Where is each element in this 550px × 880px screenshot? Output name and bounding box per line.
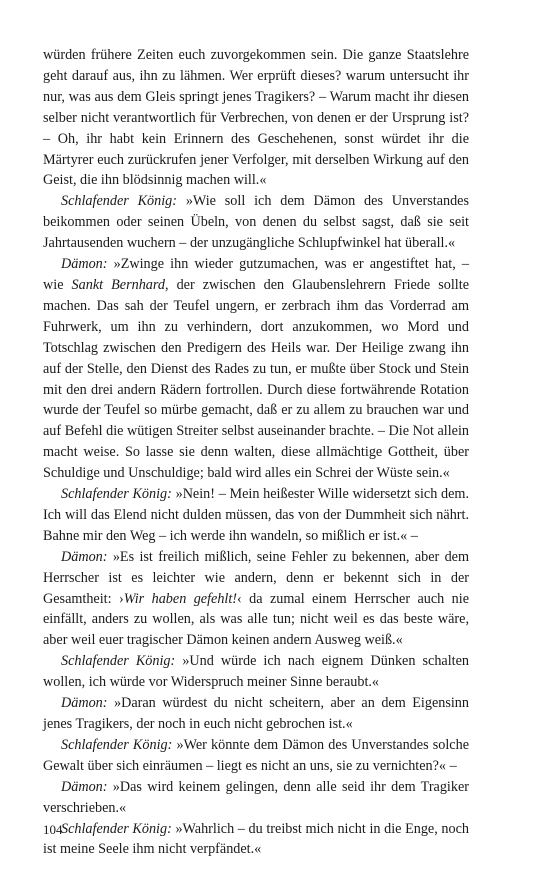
paragraph <box>43 651 469 693</box>
paragraph <box>43 819 469 861</box>
text-run: »Wahrlich – du treibst mich nicht in die Enge, noch ist meine Seele ihm nicht verpfändet.« <box>43 820 469 858</box>
speaker-label: Schlafender König: <box>61 820 172 837</box>
page-body <box>43 45 469 860</box>
italic-run: Wir haben gefehlt! <box>123 590 238 607</box>
speaker-label: Dämon: <box>61 695 108 712</box>
paragraph <box>43 735 469 777</box>
text-run: »Es ist freilich mißlich, seine Fehler zu bekennen, aber dem Herrscher ist es leichter wie andern, denn er bekennt sich in der Gesamtheit: › <box>43 548 469 607</box>
text-run: »Daran würdest du nicht scheitern, aber an dem Eigensinn jenes Tragikers, der noch in euch nicht gebrochen ist.« <box>43 695 469 732</box>
text-run: würden frühere Zeiten euch zuvorgekommen sein. Die ganze Staatslehre geht darauf aus, ihn zu lähmen. Wer erprüft dieses? warum untersucht ihr nur, was aus dem Gleis springt jenes Tragikers? – Warum macht ihr diesen selber nicht verantwortlich für Verbrechen, von denen er der Ursprung ist? – Oh, ihr habt kein Erinnern des Geschehenen, sonst würdet ihr die Märtyrer euch zurückrufen jener Verfolger, mit derselben Wirkung auf den Geist, die ihn blödsinnig machen will.« <box>43 47 469 189</box>
text-run: »Das wird keinem gelingen, denn alle seid ihr dem Tragiker verschrieben.« <box>43 778 469 816</box>
text-run: , der zwischen den Glaubenslehrern Friede sollte machen. Das sah der Teufel ungern, er zerbrach ihm das Vorderrad am Fuhrwerk, um ihn zu verhindern, dort anzukommen, wo Mord und Totschlag zwischen den Predigern des Heils war. Der Heilige zwang ihn auf der Stelle, den Dienst des Rades zu tun, er mußte über Stock und Stein mit den drei andern Rädern fortrollen. Durch diese fortwährende Rotation wurde der Teufel so mürbe gemacht, daß er zu allem zu brauchen war und auf Befehl die wütigen Streiter selbst auseinander brachte. – Die Not allein macht weise. So lasse sie denn walten, diese allmächtige Gottheit, über Schuldige und Unschuldige; bald wird alles ein Schrei der Wüste sein.« <box>43 276 469 482</box>
text-run: »Wie soll ich dem Dämon des Unverstandes beikommen oder seinen Übeln, von denen du selbst sagst, daß sie seit Jahrtausenden wuchern – der unzugängliche Schlupfwinkel hat überall.« <box>43 193 469 252</box>
paragraph <box>43 547 469 652</box>
text-run: »Nein! – Mein heißester Wille widersetzt sich dem. Ich will das Elend nicht dulden müssen, das von der Dummheit sich nährt. Bahne mir den Weg – ich werde ihn wandeln, so mißlich er ist.« – <box>43 486 469 544</box>
text-run: »Zwinge ihn wieder gutzumachen, was er angestiftet hat, – wie <box>43 256 469 293</box>
paragraph <box>43 191 469 254</box>
italic-run: Sankt Bernhard <box>71 276 165 293</box>
speaker-label: Dämon: <box>61 256 108 273</box>
paragraph <box>43 693 469 735</box>
text-run: »Wer könnte dem Dämon des Unverstandes solche Gewalt über sich einräumen – liegt es nicht an uns, sie zu vernichten?« – <box>43 736 469 774</box>
speaker-label: Schlafender König: <box>61 193 177 210</box>
page-number: 104 <box>43 822 63 837</box>
paragraph <box>43 45 469 191</box>
speaker-label: Schlafender König: <box>61 653 176 670</box>
paragraph <box>43 254 469 484</box>
paragraph <box>43 777 469 819</box>
text-run: ‹ da zumal einem Herrscher auch nie einfällt, anders zu wollen, als was alle tun; nicht weil es das beste wäre, aber weil euer tragischer Dämon keinen andern Ausweg weiß.« <box>43 590 469 649</box>
text-run: »Und würde ich nach eignem Dünken schalten wollen, ich würde vor Widerspruch meiner Sinne beraubt.« <box>43 653 469 691</box>
speaker-label: Dämon: <box>61 778 108 795</box>
speaker-label: Schlafender König: <box>61 486 172 503</box>
speaker-label: Schlafender König: <box>61 736 173 753</box>
speaker-label: Dämon: <box>61 548 108 565</box>
paragraph <box>43 484 469 547</box>
